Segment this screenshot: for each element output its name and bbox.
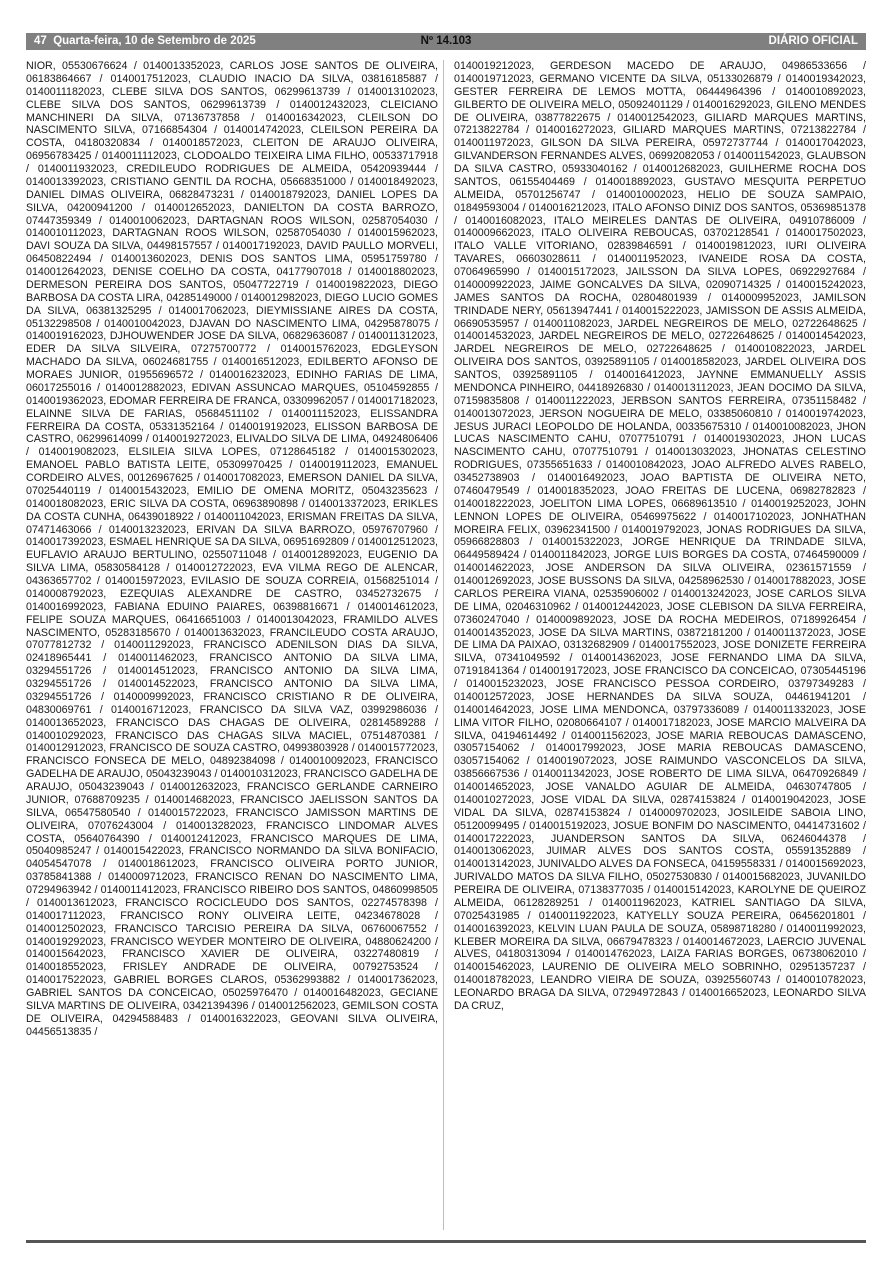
column-divider: [443, 60, 444, 1230]
text-columns: [26, 60, 866, 1237]
issue-date: Quarta-feira, 10 de Setembro de 2025: [53, 35, 256, 47]
issue-number: Nº 14.103: [420, 35, 472, 47]
page-number: 47: [34, 35, 47, 47]
left-column: NIOR, 05530676624 / 0140013352023, CARLOS JOSE SANTOS DE OLIVEIRA, 06183864667 / 0140017512023, CLAUDIO INACIO DA SILVA, 03816185887 / 0140011182023, CLEBE SILVA DOS SANTOS, 06299613739 / 0140013102023, CLEBE SILVA DOS SANTOS, 06299613739 / 0140012432023, CLEICIANO MANCHINERI DA SILVA, 07136737858 / 0140016342023, CLEILSON DO NASCIMENTO SILVA, 07166854304 / 0140014742023, CLEILSON PEREIRA DA COSTA, 04180320834 / 0140018572023, CLEITON DE ARAUJO OLIVEIRA, 06956783425 / 0140011112023, CLODOALDO TEIXEIRA LIMA FILHO, 00533717918 / 0140011932023, CREDILEUDO RODRIGUES DE ALMEIDA, 05420939444 / 0140013392023, CRISTIANO GENTIL DA ROCHA, 05668351000 / 0140018492023, DANIEL DIMAS OLIVEIRA, 06828473231 / 0140018792023, DANIEL LOPES DA SILVA, 04200941200 / 0140012652023, DANIELTON DA COSTA BARROZO, 07447359349 / 0140010062023, DARTAGNAN ROOS WILSON, 02587054030 / 0140010112023, DARTAGNAN ROOS WILSON, 02587054030 / 0140015962023, DAVI SOUZA DA SILVA, 04498157557 / 0140017192023, DAVID PAULLO MORVELI, 06450822494 / 0140013602023, DENIS DOS SANTOS LIMA, 05951759780 / 0140012642023, DENISE COELHO DA COSTA, 04177907018 / 0140018802023, DERMESON PEREIRA DOS SANTOS, 05047722719 / 0140019822023, DIEGO BARBOSA DA COSTA LIRA, 04285149000 / 0140012982023, DIEGO LUCIO GOMES DA SILVA, 06381325295 / 0140017062023, DIEYMISSIANE AIRES DA COSTA, 05132298508 / 0140010042023, DJAVAN DO NASCIMENTO LIMA, 04295878075 / 0140019162023, DJHOUWENDER JOSE DA SILVA, 06829636087 / 0140011312023, EDER DA SILVA SILVEIRA, 07275700772 / 0140015762023, EDGLEYSON MACHADO DA SILVA, 06024681755 / 0140016512023, EDILBERTO AFONSO DE MORAES JUNIOR, 01955696572 / 0140016232023, EDINHO FARIAS DE LIMA, 06017255016 / 0140012882023, EDIVAN ASSUNCAO MARQUES, 05104592855 / 0140019362023, EDOMAR FERREIRA DE FRANCA, 03309962057 / 0140017182023, ELAINNE SILVA DE FARIAS, 05684511102 / 0140011152023, ELISSANDRA FERREIRA DA COSTA, 05331352164 / 0140019192023, ELISSON BARBOSA DE CASTRO, 06299614099 / 0140019272023, ELIVALDO SILVA DE LIMA, 04924806406 / 0140019082023, ELSILEIA SILVA LOPES, 07128645182 / 0140015302023, EMANOEL PABLO BATISTA LEITE, 05309970425 / 0140019112023, EMANUEL CORDEIRO ALVES, 00126967625 / 0140017082023, EMERSON DANIEL DA SILVA, 07025440119 / 0140015432023, EMILIO DE OMENA MORITZ, 05043235623 / 0140018082023, ERIC SILVA DA COSTA, 06963890898 / 0140013372023, ERIKLES DA COSTA CUNHA, 06439018922 / 0140011042023, ERISMAN FREITAS DA SILVA, 07471463066 / 0140013232023, ERIVAN DA SILVA BARROZO, 05976707960 / 0140017392023, ESMAEL HENRIQUE SA DA SILVA, 06951692809 / 0140012512023, EUFLAVIO ARAUJO BERTULINO, 02550711048 / 0140012892023, EUGENIO DA SILVA LIMA, 05830584128 / 0140012722023, EVA VILMA REGO DE ALENCAR, 04363657702 / 0140015972023, EVILASIO DE SOUZA CORREIA, 01568251014 / 0140008792023, EZEQUIAS ALEXANDRE DE CASTRO, 03452732675 / 0140016992023, FABIANA EDUINO PAIARES, 06398816671 / 0140014612023, FELIPE SOUZA MARQUES, 06416651003 / 0140013042023, FRAMILDO ALVES NASCIMENTO, 05283185670 / 0140013632023, FRANCILEUDO COSTA ARAUJO, 07077812732 / 0140011292023, FRANCISCO ADENILSON DIAS DA SILVA, 02418965441 / 0140011462023, FRANCISCO ANTONIO DA SILVA LIMA, 03294551726 / 0140014512023, FRANCISCO ANTONIO DA SILVA LIMA, 03294551726 / 0140014522023, FRANCISCO ANTONIO DA SILVA LIMA, 03294551726 / 0140009992023, FRANCISCO CRISTIANO R DE OLIVEIRA, 04830069761 / 0140016712023, FRANCISCO DA SILVA VAZ, 03992986036 / 0140013652023, FRANCISCO DAS CHAGAS DE OLIVEIRA, 02814589288 / 0140010292023, FRANCISCO DAS CHAGAS SILVA MACIEL, 07514870381 / 0140012912023, FRANCISCO DE SOUZA CASTRO, 04993803928 / 0140015772023, FRANCISCO FONSECA DE MELO, 04892384098 / 0140010092023, FRANCISCO GADELHA DE ARAUJO, 05043239043 / 0140010312023, FRANCISCO GADELHA DE ARAUJO, 05043239043 / 0140012632023, FRANCISCO GERLANDE CARNEIRO JUNIOR, 07688709235 / 0140014682023, FRANCISCO JAELISSON SANTOS DA SILVA, 06547580540 / 0140015722023, FRANCISCO JAMISSON MARTINS DE OLIVEIRA, 07076243004 / 0140013282023, FRANCISCO LINDOMAR ALVES COSTA, 05640764390 / 0140012412023, FRANCISCO MARQUES DE LIMA, 05040985247 / 0140015422023, FRANCISCO NORMANDO DA SILVA BONIFACIO, 04054547078 / 0140018612023, FRANCISCO OLIVEIRA PORTO JUNIOR, 03785841388 / 0140009712023, FRANCISCO RENAN DO NASCIMENTO LIMA, 07294963942 / 0140011412023, FRANCISCO RIBEIRO DOS SANTOS, 04860998505 / 0140013612023, FRANCISCO ROCICLEUDO DOS SANTOS, 02274578398 / 0140017112023, FRANCISCO RONY OLIVEIRA LEITE, 04234678028 / 0140012502023, FRANCISCO TARCISIO PEREIRA DA SILVA, 06760067552 / 0140019292023, FRANCISCO WEYDER MONTEIRO DE OLIVEIRA, 04880624200 / 0140015642023, FRANCISCO XAVIER DE OLIVEIRA, 03227480819 / 0140018552023, FRISLEY ANDRADE DE OLIVEIRA, 00792753524 / 0140017522023, GABRIEL BORGES CLAROS, 05362993882 / 0140017362023, GABRIEL SANTOS DA CONCEICAO, 05025976470 / 0140016482023, GECIANE SILVA MARTINS DE OLIVEIRA, 03421394396 / 0140012562023, GEMILSON COSTA DE OLIVEIRA, 04294588483 / 0140016322023, GEOVANI SILVA OLIVEIRA, 04456513835 /: [26, 60, 438, 1038]
right-column: 0140019212023, GERDESON MACEDO DE ARAUJO, 04986533656 / 0140019712023, GERMANO VICENTE DA SILVA, 05133026879 / 0140019342023, GESTER FERREIRA DE LEMOS MOTTA, 06444964396 / 0140010892023, GILBERTO DE OLIVEIRA MELO, 05092401129 / 0140016292023, GILENO MENDES DE OLIVEIRA, 03877822675 / 0140012542023, GILIARD MARQUES MARTINS, 07213822784 / 0140016272023, GILIARD MARQUES MARTINS, 07213822784 / 0140011972023, GILSON DA SILVA PEREIRA, 05972737744 / 0140017042023, GILVANDERSON FERNANDES ALVES, 06992082053 / 0140011542023, GLAUBSON DA SILVA CASTRO, 05933040162 / 0140012682023, GUILHERME ROCHA DOS SANTOS, 06155404469 / 0140018892023, GUSTAVO MESQUITA PERPETUO ALMEIDA, 05701256747 / 0140010002023, HELIO DE SOUZA SAMPAIO, 01849593004 / 0140016212023, ITALO AFONSO DINIZ DOS SANTOS, 05369851378 / 0140016082023, ITALO MEIRELES DANTAS DE OLIVEIRA, 04910786009 / 0140009662023, ITALO OLIVEIRA REBOUCAS, 03702128541 / 0140017502023, ITALO VALLE VITORIANO, 02839846591 / 0140019812023, IURI OLIVEIRA TAVARES, 06603028611 / 0140011952023, IVANEIDE ROSA DA COSTA, 07064965990 / 0140015172023, JAILSSON DA SILVA LOPES, 06922927684 / 0140009922023, JAIME GONCALVES DA SILVA, 02090714325 / 0140015242023, JAMES SANTOS DA ROCHA, 02804801939 / 0140009952023, JAMILSON TRINDADE NERY, 05613947441 / 0140015222023, JAMISSON DE ASSIS ALMEIDA, 06690535957 / 0140011082023, JARDEL NEGREIROS DE MELO, 02722648625 / 0140014532023, JARDEL NEGREIROS DE MELO, 02722648625 / 0140014542023, JARDEL NEGREIROS DE MELO, 02722648625 / 0140010822023, JARDEL OLIVEIRA DOS SANTOS, 03925891105 / 0140018582023, JARDEL OLIVEIRA DOS SANTOS, 03925891105 / 0140016412023, JAYNNE EMMANUELLY ASSIS MENDONCA PINHEIRO, 04418926830 / 0140013112023, JEAN DOCIMO DA SILVA, 07159835808 / 0140011222023, JERBSON SANTOS FERREIRA, 07351158482 / 0140013072023, JERSON NOGUEIRA DE MELO, 03385060810 / 0140019742023, JESUS JURACI LEOPOLDO DE HOLANDA, 00335675310 / 0140010082023, JHON LUCAS NASCIMENTO CAHU, 07077510791 / 0140019302023, JHON LUCAS NASCIMENTO CAHU, 07077510791 / 0140013032023, JHONATAS CELESTINO RODRIGUES, 07355651633 / 0140010842023, JOAO ALFREDO ALVES RABELO, 03452738903 / 0140016492023, JOAO BAPTISTA DE OLIVEIRA NETO, 07460479549 / 0140018352023, JOAO FREITAS DE LUCENA, 06982782823 / 0140018222023, JOELITON LIMA LOPES, 06689613510 / 0140019252023, JOHN LENNON LOPES DE OLIVEIRA, 05469975622 / 0140017102023, JONHATHAN MOREIRA FELIX, 03962341500 / 0140019792023, JONAS RODRIGUES DA SILVA, 05966828803 / 0140015322023, JORGE HENRIQUE DA TRINDADE SILVA, 06449589424 / 0140011842023, JORGE LUIS BORGES DA COSTA, 07464590009 / 0140014622023, JOSE ANDERSON DA SILVA OLIVEIRA, 02361571559 / 0140012692023, JOSE BUSSONS DA SILVA, 04258962530 / 0140017882023, JOSE CARLOS PEREIRA VIANA, 02535906002 / 0140013242023, JOSE CARLOS SILVA DE LIMA, 02046310962 / 0140012442023, JOSE CLEBISON DA SILVA FERREIRA, 07360247040 / 0140009892023, JOSE DA ROCHA MEDEIROS, 07189926454 / 0140014352023, JOSE DA SILVA MARTINS, 03872181200 / 0140011372023, JOSE DE LIMA DA PAIXAO, 03132682909 / 0140017552023, JOSE DONIZETE FERREIRA SILVA, 07341049592 / 0140014362023, JOSE FERNANDO LIMA DA SILVA, 07191841364 / 0140019172023, JOSE FRANCISCO DA CONCEICAO, 07305445196 / 0140015232023, JOSE FRANCISCO PESSOA CORDEIRO, 03797349283 / 0140012572023, JOSE HERNANDES DA SILVA SOUZA, 04461941201 / 0140014642023, JOSE LIMA MENDONCA, 03797336089 / 0140011332023, JOSE LIMA VITOR FILHO, 02080664107 / 0140017182023, JOSE MARCIO MALVEIRA DA SILVA, 04194614492 / 0140011562023, JOSE MARIA REBOUCAS DAMASCENO, 03057154062 / 0140017992023, JOSE MARIA REBOUCAS DAMASCENO, 03057154062 / 0140019072023, JOSE RAIMUNDO VASCONCELOS DA SILVA, 03856667536 / 0140011342023, JOSE ROBERTO DE LIMA SILVA, 06470926849 / 0140014652023, JOSE VANALDO AGUIAR DE ALMEIDA, 04630747805 / 0140010272023, JOSE VIDAL DA SILVA, 02874153824 / 0140019042023, JOSE VIDAL DA SILVA, 02874153824 / 0140009702023, JOSILEIDE SABOIA LINO, 05120099495 / 0140015192023, JOSUE BONFIM DO NASCIMENTO, 04414731602 / 0140017222023, JUANDERSON SANTOS DA SILVA, 06246044378 / 0140013062023, JUIMAR ALVES DOS SANTOS COSTA, 05591352889 / 0140013142023, JUNIVALDO ALVES DA FONSECA, 04159558331 / 0140015692023, JURIVALDO MATOS DA SILVA FILHO, 05027530830 / 0140015682023, JUVANILDO PEREIRA DE OLIVEIRA, 07138377035 / 0140015142023, KAROLYNE DE QUEIROZ ALMEIDA, 06128289251 / 0140011962023, KATRIEL SANTIAGO DA SILVA, 07025431985 / 0140011922023, KATYELLY SOUZA PEREIRA, 06456201801 / 0140016392023, KELVIN LUAN PAULA DE SOUZA, 05898718280 / 0140011992023, KLEBER MOREIRA DA SILVA, 06679478323 / 0140014672023, LAERCIO JUVENAL ALVES, 04180313094 / 0140014762023, LAIZA FARIAS BORGES, 06738062010 / 0140015462023, LAURENIO DE OLIVEIRA MELO SOBRINHO, 02951357237 / 0140018782023, LEANDRO VIEIRA DE SOUZA, 03925560743 / 0140010782023, LEONARDO BRAGA DA SILVA, 07294972843 / 0140016652023, LEONARDO SILVA DA CRUZ,: [454, 60, 866, 1012]
publication-name: DIÁRIO OFICIAL: [768, 35, 858, 47]
page-header: [26, 33, 866, 50]
footer-rule: [26, 1240, 866, 1243]
